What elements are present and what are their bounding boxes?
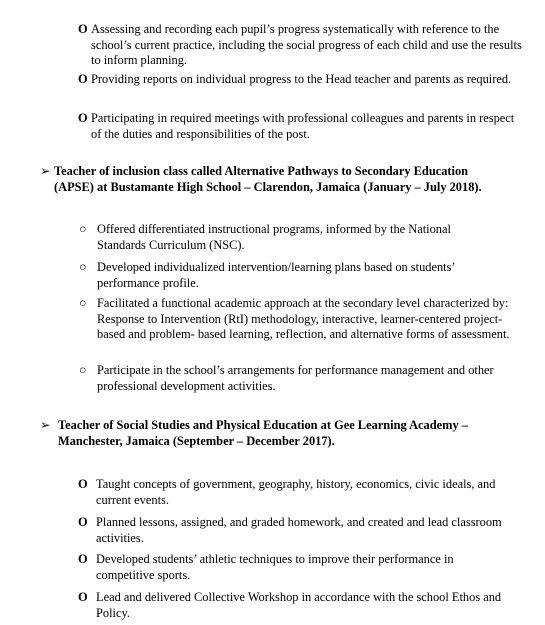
- list-item: [79, 260, 489, 291]
- bullet-o-icon: O: [78, 72, 88, 86]
- list-item-text: Providing reports on individual progress to the Head teacher and parents as required.: [91, 72, 512, 86]
- job-heading: [40, 164, 510, 195]
- list-item-text: Taught concepts of government, geography, history, economics, civic ideals, and current events.: [96, 477, 496, 507]
- bullet-o-icon: O: [78, 111, 88, 125]
- list-item-text: Developed individualized intervention/learning plans based on students’ performance profile.: [97, 260, 455, 290]
- list-item-text: Developed students’ athletic techniques to improve their performance in competitive sports.: [96, 552, 454, 582]
- list-item-text: Participate in the school’s arrangements for performance management and other professional development activities.: [97, 363, 494, 393]
- circle-bullet-icon: ○: [79, 363, 87, 377]
- list-item: [79, 222, 489, 253]
- list-item: [78, 477, 518, 508]
- bullet-o-icon: O: [78, 552, 88, 566]
- list-item: [78, 72, 528, 88]
- list-item: [78, 111, 518, 142]
- list-item-text: Participating in required meetings with professional colleagues and parents in respect of the duties and responsibilities of the post.: [91, 111, 515, 141]
- circle-bullet-icon: ○: [79, 222, 87, 236]
- job-title: Teacher of Social Studies and Physical Education at Gee Learning Academy – Manchester, Jamaica (September – December 2017).: [58, 418, 468, 448]
- list-item: [78, 590, 518, 621]
- list-item: [78, 552, 478, 583]
- list-item: [78, 515, 518, 546]
- circle-bullet-icon: ○: [79, 260, 87, 274]
- list-item: [79, 363, 524, 394]
- list-item-text: Offered differentiated instructional programs, informed by the National Standards Curriculum (NSC).: [97, 222, 451, 252]
- list-item: [78, 22, 528, 69]
- list-item: [79, 296, 524, 343]
- bullet-o-icon: O: [78, 590, 88, 604]
- arrow-bullet-icon: ➢: [40, 164, 51, 178]
- bullet-o-icon: O: [78, 22, 88, 36]
- list-item-text: Assessing and recording each pupil’s progress systematically with reference to the school’s current practice, including the social progress of each child and use the results to inform planning.: [91, 22, 522, 67]
- arrow-bullet-icon: ➢: [40, 418, 51, 432]
- bullet-o-icon: O: [78, 515, 88, 529]
- list-item-text: Facilitated a functional academic approach at the secondary level characterized by: Response to Intervention (RtI) methodology, interactive, learner-centered project-based and problem- based learning, reflection, and alternative forms of assessment.: [97, 296, 510, 341]
- bullet-o-icon: O: [78, 477, 88, 491]
- job-heading: [40, 418, 510, 449]
- job-title: Teacher of inclusion class called Alternative Pathways to Secondary Education (APSE) at Bustamante High School – Clarendon, Jamaica (January – July 2018).: [54, 164, 482, 194]
- list-item-text: Lead and delivered Collective Workshop in accordance with the school Ethos and Policy.: [96, 590, 502, 620]
- list-item-text: Planned lessons, assigned, and graded homework, and created and lead classroom activities.: [96, 515, 502, 545]
- circle-bullet-icon: ○: [79, 296, 87, 310]
